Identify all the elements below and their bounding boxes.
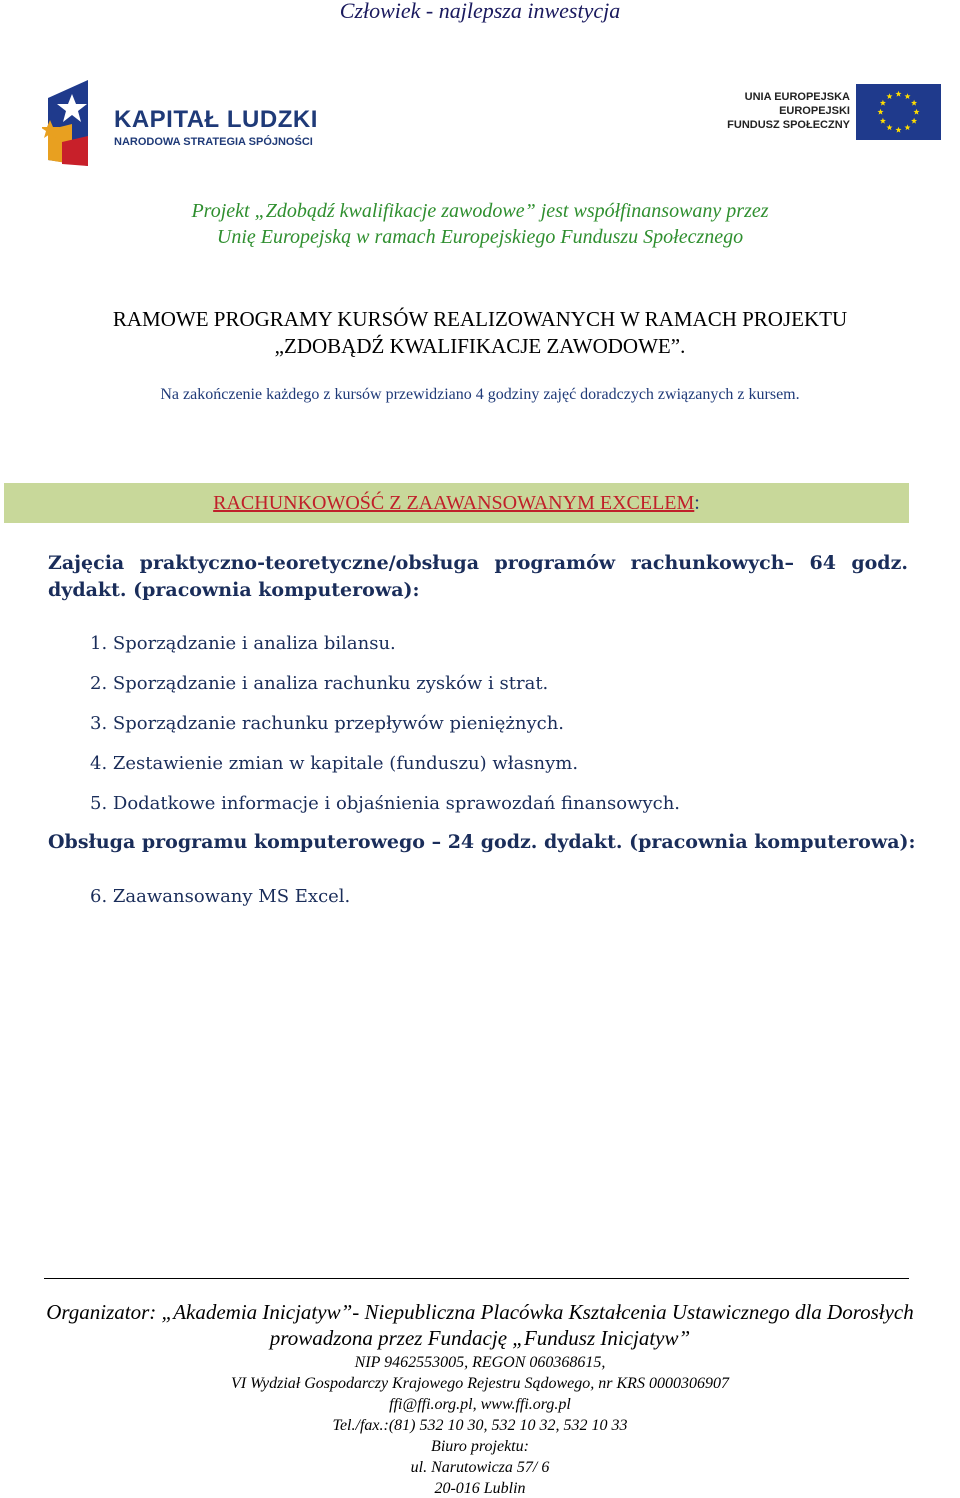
eu-logo [725, 82, 945, 142]
kapital-ludzki-subtitle: NARODOWA STRATEGIA SPÓJNOŚCI [114, 136, 313, 148]
course-title-text: RACHUNKOWOŚĆ Z ZAAWANSOWANYM EXCELEM [213, 492, 695, 514]
footer-web: ffi@ffi.org.pl, www.ffi.org.pl [389, 1396, 571, 1413]
footer-nip: NIP 9462553005, REGON 060368615, [354, 1354, 606, 1371]
course-intro: Zajęcia praktyczno-teoretyczne/obsługa programów rachunkowych– 64 godz. dydakt. (pracownia komputerowa): [48, 552, 908, 601]
footer-run-by: prowadzona przez Fundację „Fundusz Inicjatyw” [269, 1326, 691, 1350]
header-tagline: Człowiek - najlepsza inwestycja [339, 0, 621, 23]
eu-flag-icon [856, 84, 941, 140]
course-section-2: Obsługa programu komputerowego – 24 godz. dydakt. (pracownia komputerowa): [48, 831, 916, 853]
list-item: 1. Sporządzanie i analiza bilansu. [90, 633, 396, 654]
footer-divider [44, 1278, 909, 1279]
page-title-line-2: „ZDOBĄDŹ KWALIFIKACJE ZAWODOWE”. [274, 334, 686, 358]
list-item: 4. Zestawienie zmian w kapitale (funduszu) własnym. [90, 753, 579, 774]
course-title [4, 483, 909, 523]
kapital-ludzki-title: KAPITAŁ LUDZKI [114, 106, 318, 133]
project-funding-line-1: Projekt „Zdobądź kwalifikacje zawodowe” jest współfinansowany przez [191, 200, 769, 222]
footer-office-label: Biuro projektu: [431, 1438, 529, 1455]
footer-city: 20-016 Lublin [434, 1480, 526, 1497]
project-funding-line-2: Unię Europejską w ramach Europejskiego Funduszu Społecznego [216, 226, 744, 248]
eu-logo-line2: EUROPEJSKI [779, 105, 850, 117]
list-item: 3. Sporządzanie rachunku przepływów pieniężnych. [90, 713, 565, 734]
eu-logo-text [725, 90, 850, 132]
consulting-note: Na zakończenie każdego z kursów przewidziano 4 godziny zajęć doradczych związanych z kursem. [160, 386, 800, 403]
list-item: 5. Dodatkowe informacje i objaśnienia sprawozdań finansowych. [90, 793, 681, 814]
footer-organizer: Organizator: „Akademia Inicjatyw”- Niepubliczna Placówka Kształcenia Ustawicznego dla Dorosłych [46, 1300, 914, 1324]
footer-street: ul. Narutowicza 57/ 6 [410, 1459, 550, 1476]
footer-tel: Tel./fax.:(81) 532 10 30, 532 10 32, 532 10 33 [332, 1417, 628, 1434]
page-title-line-1: RAMOWE PROGRAMY KURSÓW REALIZOWANYCH W RAMACH PROJEKTU [112, 307, 848, 331]
footer-krs: VI Wydział Gospodarczy Krajowego Rejestru Sądowego, nr KRS 0000306907 [231, 1375, 729, 1392]
kapital-ludzki-logo [42, 80, 322, 170]
list-item: 2. Sporządzanie i analiza rachunku zysków i strat. [90, 673, 549, 694]
course-title-colon: : [694, 492, 700, 514]
eu-logo-line1: UNIA EUROPEJSKA [744, 91, 850, 103]
eu-logo-line3: FUNDUSZ SPOŁECZNY [727, 119, 850, 131]
kapital-ludzki-emblem-icon [42, 80, 112, 170]
course-title-bar [4, 483, 909, 523]
list-item: 6. Zaawansowany MS Excel. [90, 886, 351, 907]
